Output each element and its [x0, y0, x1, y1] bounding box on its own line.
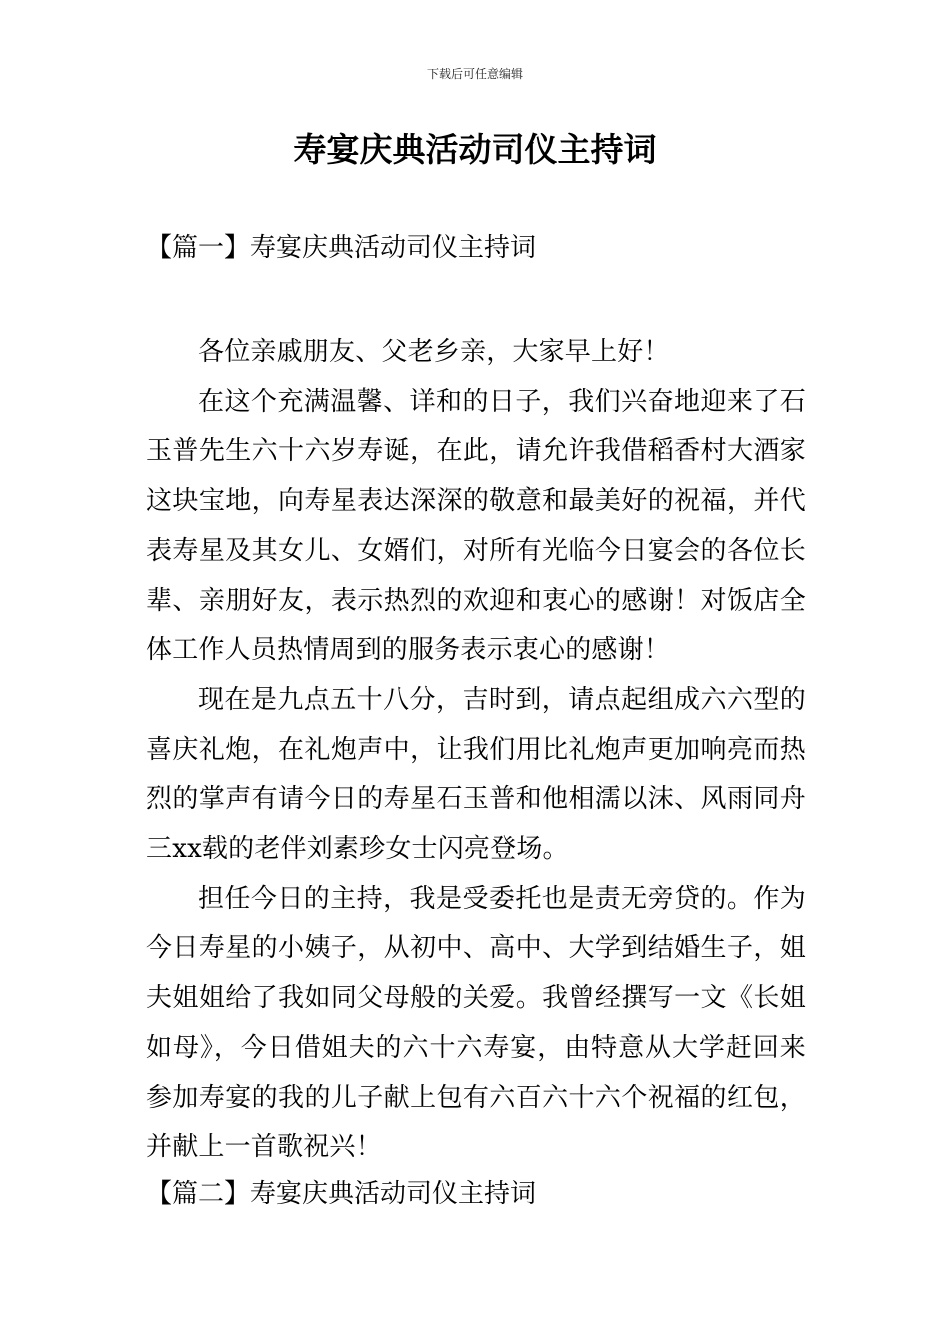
- paragraph-greeting: 各位亲戚朋友、父老乡亲，大家早上好！: [198, 337, 670, 367]
- document-title: 寿宴庆典活动司仪主持词: [293, 130, 657, 169]
- paragraph-entrance: 现在是九点五十八分，吉时到，请点起组成六六型的喜庆礼炮，在礼炮声中，让我们用比礼炮声更加响亮而热烈的掌声有请今日的寿星石玉普和他相濡以沫、风雨同舟三xx载的老伴刘素珍女士闪亮登场。: [146, 684, 806, 865]
- paragraph-host-intro: 担任今日的主持，我是受委托也是责无旁贷的。作为今日寿星的小姨子，从初中、高中、大学到结婚生子，姐夫姐姐给了我如同父母般的关爱。我曾经撰写一文《长姐如母》，今日借姐夫的六十六寿宴，由特意从大学赶回来参加寿宴的我的儿子献上包有六百六十六个祝福的红包，并献上一首歌祝兴！: [146, 883, 806, 1163]
- section-heading-2: 【篇二】寿宴庆典活动司仪主持词: [146, 1179, 537, 1209]
- section-heading-1: 【篇一】寿宴庆典活动司仪主持词: [146, 233, 537, 263]
- section-1-body: [146, 328, 806, 1173]
- page-header-note: 下载后可任意编辑: [426, 67, 523, 81]
- paragraph-welcome: 在这个充满温馨、详和的日子，我们兴奋地迎来了石玉普先生六十六岁寿诞，在此，请允许我借稻香村大酒家这块宝地，向寿星表达深深的敬意和最美好的祝福，并代表寿星及其女儿、女婿们，对所有光临今日宴会的各位长辈、亲朋好友，表示热烈的欢迎和衷心的感谢！对饭店全体工作人员热情周到的服务表示衷心的感谢！: [146, 386, 806, 666]
